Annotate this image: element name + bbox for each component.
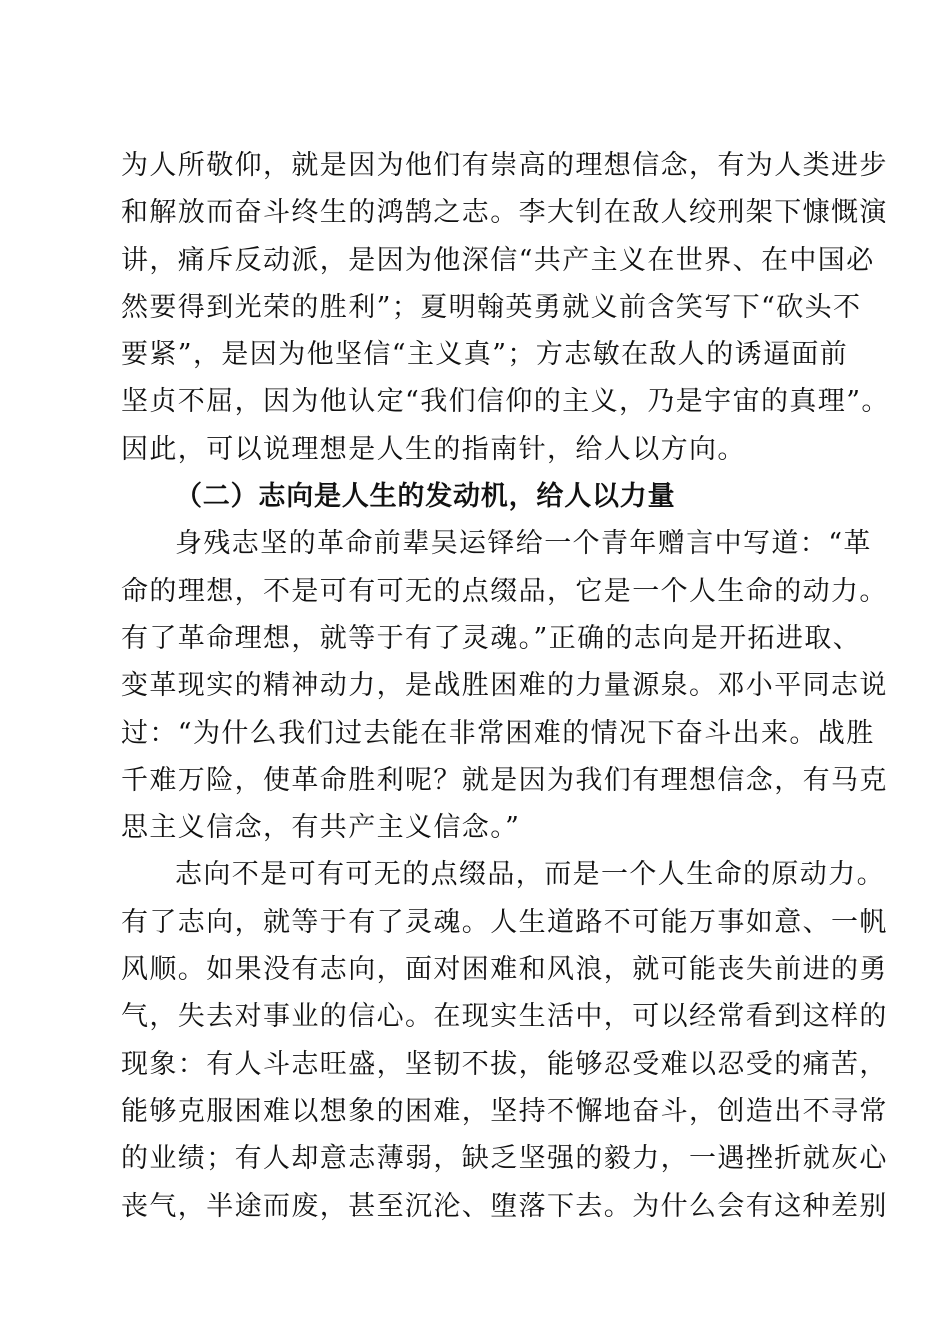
text-line: 然要得到光荣的胜利”；夏明翰英勇就义前含笑写下“砍头不 [121,291,862,323]
text-line: 能够克服困难以想象的困难，坚持不懈地奋斗，创造出不寻常 [121,1095,888,1127]
text-line: 气，失去对事业的信心。在现实生活中，可以经常看到这样的 [121,1001,888,1033]
text-line: 千难万险，使革命胜利呢？就是因为我们有理想信念，有马克 [121,764,888,796]
text-line: 因此，可以说理想是人生的指南针，给人以方向。 [121,433,746,465]
text-line: 有了革命理想，就等于有了灵魂。”正确的志向是开拓进取、 [121,622,862,654]
text-line: 讲，痛斥反动派，是因为他深信“共产主义在世界、在中国必 [121,244,875,276]
text-line: 过：“为什么我们过去能在非常困难的情况下奋斗出来。战胜 [121,717,875,749]
document-body [121,142,890,1230]
text-line: 和解放而奋斗终生的鸿鹄之志。李大钊在敌人绞刑架下慷慨演 [121,197,888,229]
text-line: 为人所敬仰，就是因为他们有崇高的理想信念，有为人类进步 [121,150,888,181]
paragraph-ideals-compass [121,142,890,473]
text-line: 身残志坚的革命前辈吴运铎给一个青年赠言中写道：“革 [175,528,872,560]
text-line: 丧气，半途而废，甚至沉沦、堕落下去。为什么会有这种差别 [121,1190,888,1222]
paragraph-wu-yunduo-quote [121,520,888,851]
text-line: 现象：有人斗志旺盛，坚韧不拔，能够忍受难以忍受的痛苦， [121,1048,888,1080]
paragraph-ambition-driving-force [121,851,888,1229]
text-line: 要紧”，是因为他坚信“主义真”；方志敏在敌人的诱逼面前 [121,339,849,371]
text-line: 风顺。如果没有志向，面对困难和风浪，就可能丧失前进的勇 [121,954,888,986]
text-line: 思主义信念，有共产主义信念。” [121,812,521,844]
section-heading: （二）志向是人生的发动机，给人以力量 [175,481,676,513]
text-line: 有了志向，就等于有了灵魂。人生道路不可能万事如意、一帆 [121,906,888,938]
text-line: 的业绩；有人却意志薄弱，缺乏坚强的毅力，一遇挫折就灰心 [121,1143,888,1175]
text-line: 坚贞不屈，因为他认定“我们信仰的主义，乃是宇宙的真理”。 [121,386,890,418]
text-line: 志向不是可有可无的点缀品，而是一个人生命的原动力。 [175,859,885,891]
text-line: 命的理想，不是可有可无的点缀品，它是一个人生命的动力。 [121,575,888,607]
text-line: 变革现实的精神动力，是战胜困难的力量源泉。邓小平同志说 [121,670,888,702]
